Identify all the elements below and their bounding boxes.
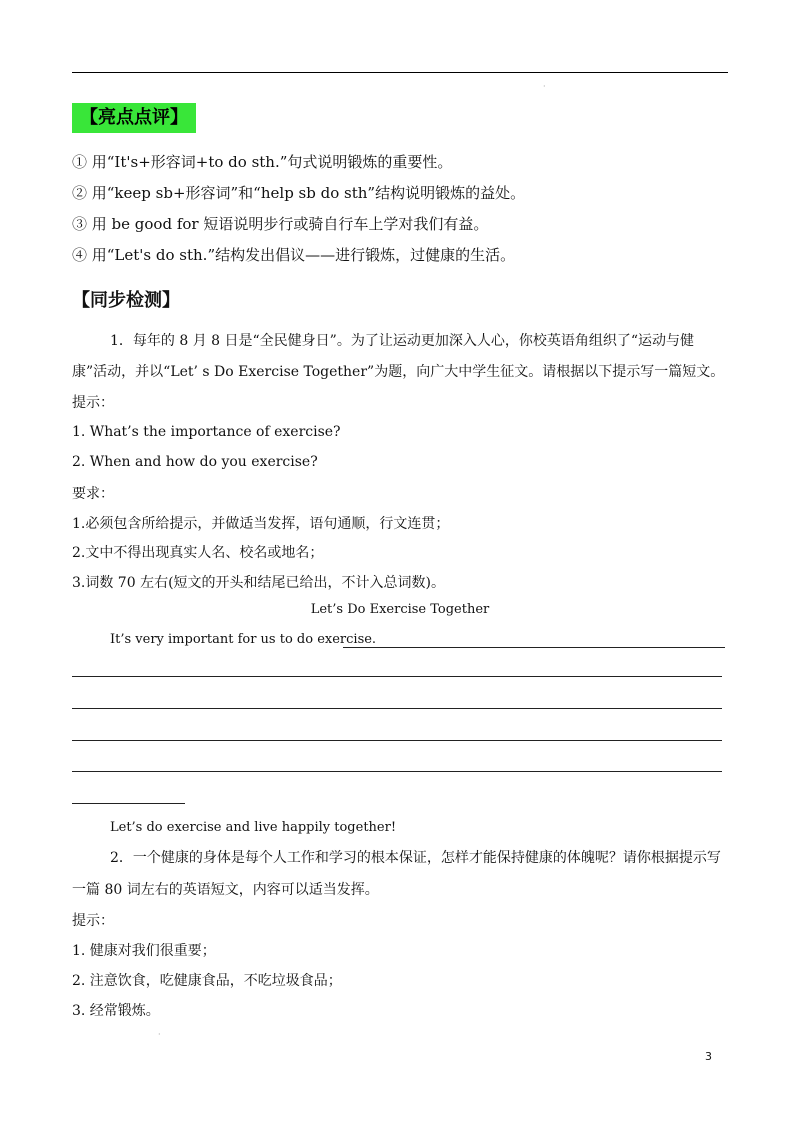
- essay-closing: Let’s do exercise and live happily together!: [110, 820, 397, 835]
- q2-tip: 2. 注意饮食，吃健康食品，不吃垃圾食品；: [72, 973, 342, 989]
- scan-dot: ·: [158, 1030, 161, 1039]
- q1-req-label: 要求：: [72, 486, 114, 502]
- header-rule: [72, 72, 728, 73]
- scan-dot: ·: [543, 82, 546, 91]
- sync-heading: 【同步检测】: [72, 290, 180, 311]
- answer-line: [72, 803, 185, 804]
- essay-title: Let’s Do Exercise Together: [310, 602, 490, 617]
- q2-tips-label: 提示：: [72, 913, 114, 929]
- q2-prompt-line1: 2．一个健康的身体是每个人工作和学习的根本保证，怎样才能保持健康的体魄呢？请你根据提示写: [110, 850, 721, 866]
- answer-line: [72, 676, 722, 677]
- answer-line: [72, 708, 722, 709]
- q1-req: 1.必须包含所给提示，并做适当发挥，语句通顺，行文连贯；: [72, 516, 450, 532]
- highlight-item: ③ 用 be good for 短语说明步行或骑自行车上学对我们有益。: [72, 215, 489, 233]
- q1-tip: 2. When and how do you exercise?: [72, 454, 318, 470]
- q1-tips-label: 提示：: [72, 395, 114, 411]
- q1-tip: 1. What’s the importance of exercise?: [72, 424, 341, 440]
- q1-req: 3.词数 70 左右(短文的开头和结尾已给出，不计入总词数)。: [72, 575, 445, 591]
- q1-prompt-line1: 1．每年的 8 月 8 日是“全民健身日”。为了让运动更加深入人心，你校英语角组织了“运动与健: [110, 333, 694, 349]
- q2-prompt-line2: 一篇 80 词左右的英语短文，内容可以适当发挥。: [72, 882, 379, 898]
- highlights-badge: 【亮点点评】: [72, 103, 196, 133]
- page-number: 3: [705, 1050, 712, 1063]
- q1-prompt-line2: 康”活动，并以“Let’ s Do Exercise Together”为题，向广大中学生征文。请根据以下提示写一篇短文。: [72, 364, 725, 380]
- q2-tip: 3. 经常锻炼。: [72, 1003, 160, 1019]
- q2-tip: 1. 健康对我们很重要；: [72, 943, 216, 959]
- answer-line: [343, 647, 725, 648]
- q1-req: 2.文中不得出现真实人名、校名或地名；: [72, 545, 324, 561]
- answer-line: [72, 740, 722, 741]
- highlight-item: ① 用“It's+形容词+to do sth.”句式说明锻炼的重要性。: [72, 153, 453, 171]
- highlight-item: ② 用“keep sb+形容词”和“help sb do sth”结构说明锻炼的益处。: [72, 184, 526, 202]
- essay-opening: It’s very important for us to do exercise.: [110, 632, 377, 647]
- highlight-item: ④ 用“Let's do sth.”结构发出倡议——进行锻炼，过健康的生活。: [72, 246, 516, 264]
- answer-line: [72, 771, 722, 772]
